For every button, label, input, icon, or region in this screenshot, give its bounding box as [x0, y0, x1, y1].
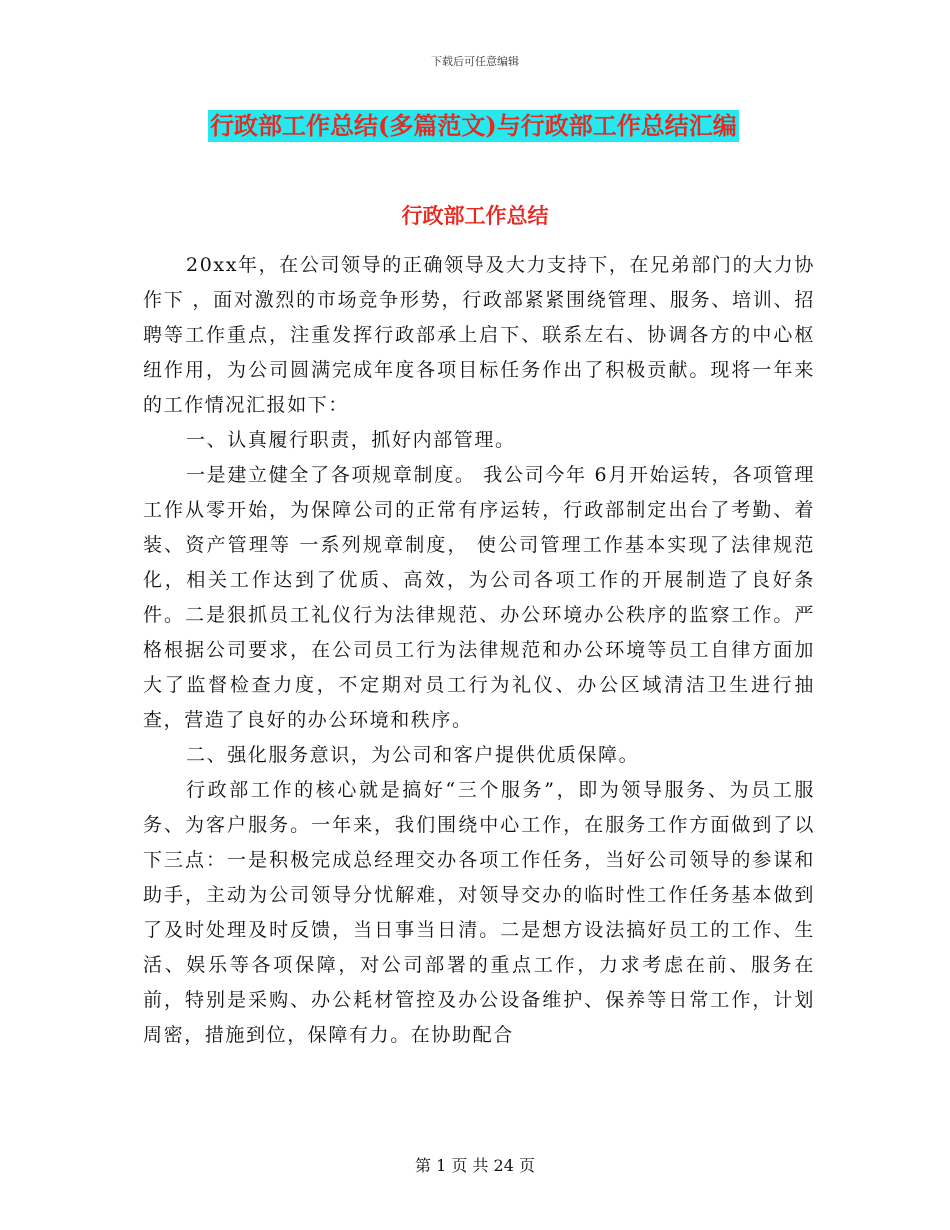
- document-body: [143, 248, 815, 1053]
- page-footer: 第 1 页 共 24 页: [415, 1156, 535, 1175]
- paragraph-heading-1: 一、认真履行职责，抓好内部管理。: [186, 429, 516, 451]
- header-note: 下载后可任意编辑: [431, 55, 519, 68]
- paragraph-management: 一是建立健全了各项规章制度。 我公司今年 6月开始运转，各项管理工作从零开始，为保障公司的正常有序运转，行政部制定出台了考勤、着装、资产管理等 一系列规章制度， 使公司管理工作基本实现了法律规范化，相关工作达到了优质、高效，为公司各项工作的开展制造了良好条件。二是狠抓员工礼仪行为法律规范、办公环境办公秩序的监察工作。严格根据公司要求，在公司员工行为法律规范和办公环境等员工自律方面加大了监督检查力度，不定期对员工行为礼仪、办公区域清洁卫生进行抽查，营造了良好的办公环境和秩序。: [143, 464, 815, 731]
- paragraph-heading-2: 二、强化服务意识，为公司和客户提供优质保障。: [186, 744, 640, 766]
- section-title: 行政部工作总结: [401, 203, 549, 228]
- paragraph-intro: 20xx年，在公司领导的正确领导及大力支持下，在兄弟部门的大力协作下 ，面对激烈的市场竞争形势，行政部紧紧围绕管理、服务、培训、招聘等工作重点，注重发挥行政部承上启下、联系左右、协调各方的中心枢纽作用，为公司圆满完成年度各项目标任务作出了积极贡献。现将一年来的工作情况汇报如下：: [143, 254, 815, 416]
- paragraph-service: 行政部工作的核心就是搞好“三个服务”，即为领导服务、为员工服务、为客户服务。一年来，我们围绕中心工作，在服务工作方面做到了以下三点：一是积极完成总经理交办各项工作任务，当好公司领导的参谋和助手，主动为公司领导分忧解难，对领导交办的临时性工作任务基本做到了及时处理及时反馈，当日事当日清。二是想方设法搞好员工的工作、生活、娱乐等各项保障，对公司部署的重点工作，力求考虑在前、服务在前，特别是采购、办公耗材管控及办公设备维护、保养等日常工作，计划周密，措施到位，保障有力。在协助配合: [143, 779, 815, 1046]
- document-title: 行政部工作总结(多篇范文)与行政部工作总结汇编: [210, 111, 737, 140]
